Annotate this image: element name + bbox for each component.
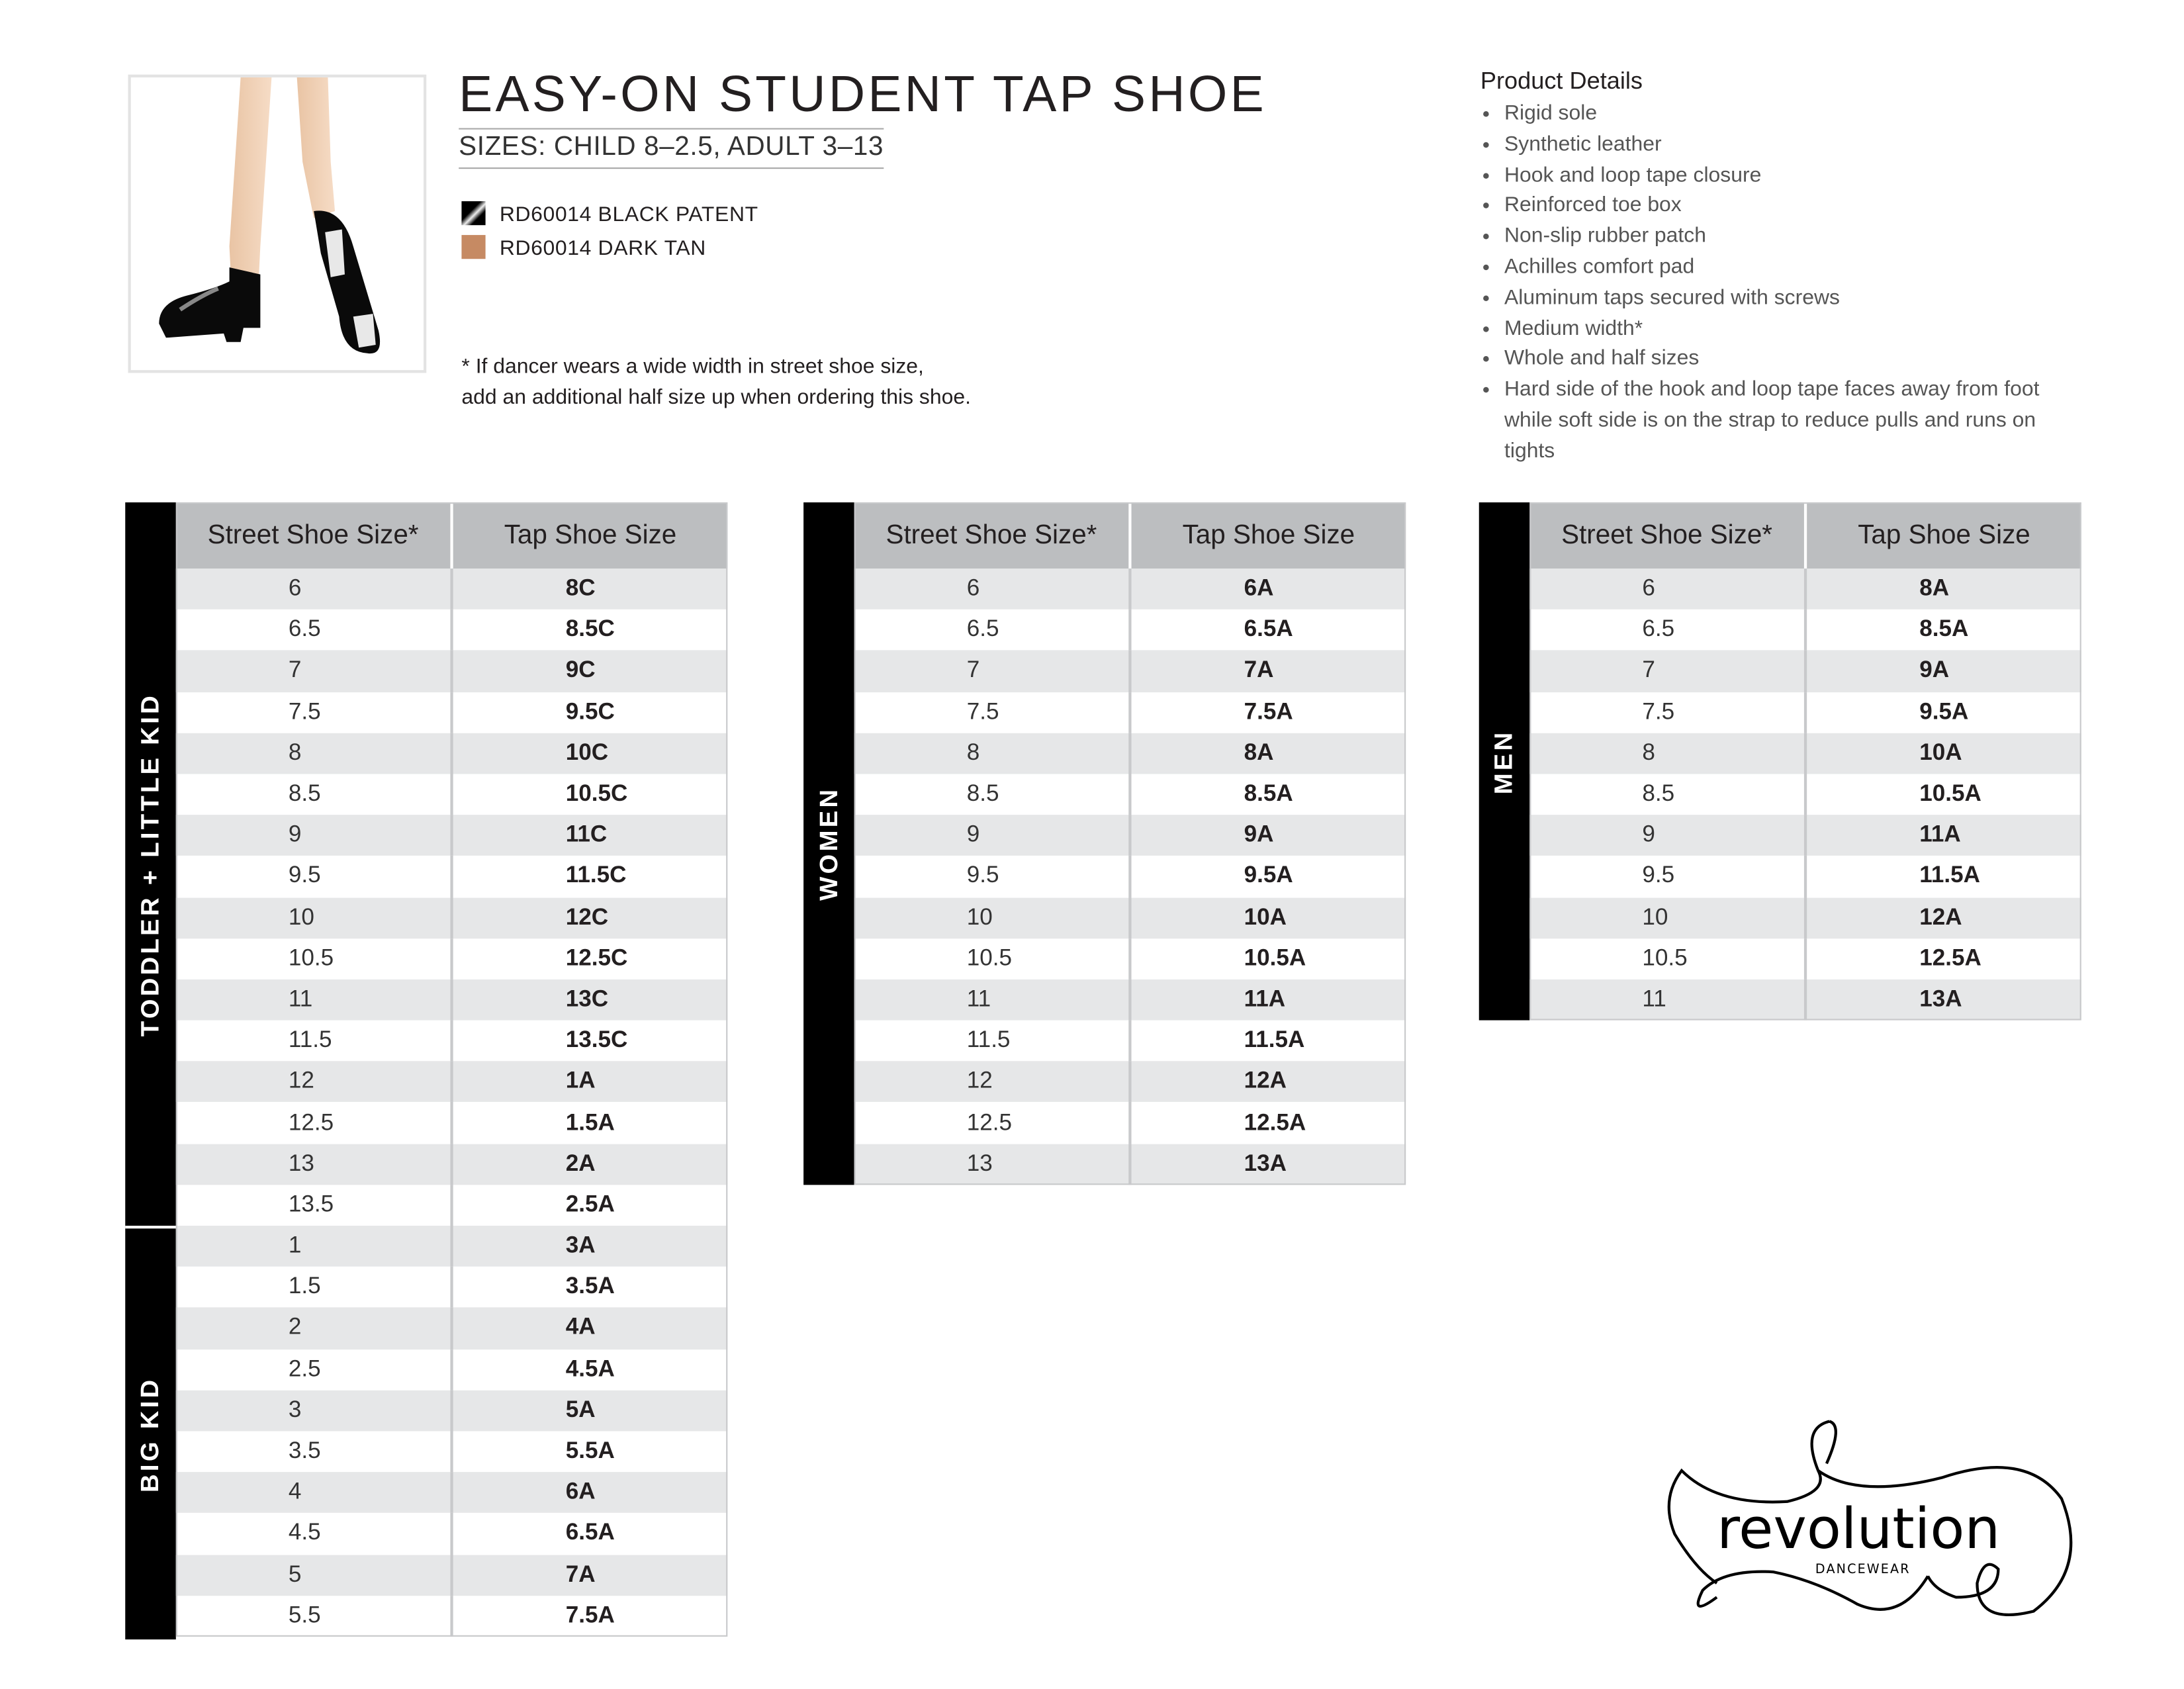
tap-size: 7A <box>565 1561 596 1587</box>
street-size: 12 <box>176 1062 453 1103</box>
table-row <box>1529 980 2081 1021</box>
street-size: 12.5 <box>854 1103 1132 1144</box>
street-size: 6.5 <box>1529 610 1807 651</box>
table-row <box>176 1021 728 1062</box>
table-row <box>176 1144 728 1185</box>
table-body <box>1529 569 2081 1021</box>
street-size: 3 <box>176 1390 453 1431</box>
table-row <box>176 897 728 938</box>
table-row <box>854 774 1406 815</box>
street-size: 4 <box>176 1472 453 1513</box>
tap-size: 4.5A <box>565 1356 615 1382</box>
table-header <box>854 502 1406 569</box>
section-label <box>803 502 854 1185</box>
tap-size-header: Tap Shoe Size <box>504 520 677 550</box>
tap-size: 8.5A <box>1244 781 1293 807</box>
logo-tagline: DANCEWEAR <box>1815 1561 1911 1577</box>
tap-size: 9.5C <box>565 699 615 725</box>
details-list <box>1480 99 2068 467</box>
table-row <box>176 980 728 1021</box>
tap-size: 11C <box>565 822 608 848</box>
details-heading: Product Details <box>1480 68 1643 95</box>
table-row <box>1529 856 2081 897</box>
street-size: 3.5 <box>176 1431 453 1472</box>
table-row <box>176 1185 728 1226</box>
tap-size: 4A <box>565 1314 596 1341</box>
dark-tan-swatch <box>461 235 485 259</box>
revolution-logo <box>1661 1414 2083 1625</box>
street-size: 6.5 <box>176 610 453 651</box>
tap-size: 12A <box>1919 904 1962 930</box>
tap-size: 8A <box>1244 740 1274 766</box>
tap-size-header: Tap Shoe Size <box>1182 520 1355 550</box>
street-size: 10 <box>1529 897 1807 938</box>
tap-size: 9A <box>1919 657 1950 684</box>
detail-item: • Synthetic leather <box>1504 129 2068 160</box>
section-label-text: WOMEN <box>814 786 842 901</box>
tap-size: 7A <box>1244 657 1274 684</box>
table-row <box>176 651 728 692</box>
note-line: add an additional half size up when ordering this shoe. <box>461 385 971 410</box>
table-row <box>854 651 1406 692</box>
section-label <box>125 502 176 1226</box>
product-photo <box>128 75 426 373</box>
product-details <box>1480 68 2068 467</box>
tap-size: 9C <box>565 657 596 684</box>
tap-size: 12C <box>565 904 609 930</box>
tap-size: 13.5C <box>565 1027 628 1053</box>
street-size: 9 <box>854 815 1132 856</box>
street-size: 7 <box>854 651 1132 692</box>
street-size: 8.5 <box>1529 774 1807 815</box>
street-size: 13 <box>176 1144 453 1185</box>
table-row <box>854 569 1406 610</box>
tap-size: 6A <box>1244 575 1274 602</box>
street-size: 7 <box>1529 651 1807 692</box>
tap-size: 6.5A <box>565 1520 615 1546</box>
tap-size: 2A <box>565 1150 596 1176</box>
table-row <box>1529 897 2081 938</box>
table-row <box>1529 815 2081 856</box>
detail-item: • Medium width* <box>1504 313 2068 343</box>
table-row <box>854 938 1406 980</box>
tap-size: 10A <box>1919 740 1962 766</box>
table-row <box>176 856 728 897</box>
tap-size: 11A <box>1244 986 1286 1012</box>
black-patent-swatch <box>461 201 485 225</box>
detail-item: • Hook and loop tape closure <box>1504 160 2068 191</box>
detail-item: • Aluminum taps secured with screws <box>1504 283 2068 313</box>
tap-size: 11A <box>1919 822 1961 848</box>
table-row <box>176 1596 728 1637</box>
table-row <box>176 692 728 733</box>
tap-size: 7.5A <box>565 1602 615 1628</box>
tap-size: 1.5A <box>565 1109 615 1135</box>
table-row <box>854 980 1406 1021</box>
table-row <box>1529 569 2081 610</box>
width-note <box>461 352 971 414</box>
tap-size: 13C <box>565 986 609 1012</box>
street-size: 1.5 <box>176 1267 453 1308</box>
detail-item: • Whole and half sizes <box>1504 344 2068 375</box>
street-size: 1 <box>176 1226 453 1267</box>
detail-item: • Rigid sole <box>1504 99 2068 129</box>
tap-size: 3A <box>565 1232 596 1259</box>
tap-size: 9.5A <box>1919 699 1969 725</box>
table-row <box>176 1513 728 1554</box>
street-size: 2 <box>176 1308 453 1349</box>
tap-size: 2.5A <box>565 1191 615 1218</box>
tap-size: 10.5C <box>565 781 628 807</box>
street-size: 9.5 <box>1529 856 1807 897</box>
tap-size: 12.5C <box>565 945 628 971</box>
tap-shoe-image <box>131 77 424 370</box>
tap-size: 5.5A <box>565 1438 615 1464</box>
table-row <box>176 1308 728 1349</box>
tap-size: 5A <box>565 1397 596 1423</box>
street-size: 8.5 <box>176 774 453 815</box>
street-size: 7.5 <box>176 692 453 733</box>
street-size: 11.5 <box>854 1021 1132 1062</box>
street-size-header: Street Shoe Size* <box>854 502 1132 569</box>
street-size: 12.5 <box>176 1103 453 1144</box>
table-row <box>854 897 1406 938</box>
section-label-text: TODDLER + LITTLE KID <box>136 692 164 1036</box>
detail-item: • Non-slip rubber patch <box>1504 221 2068 251</box>
size-range: SIZES: CHILD 8–2.5, ADULT 3–13 <box>459 128 884 169</box>
tap-size: 11.5C <box>565 863 627 889</box>
section-label <box>1479 502 1530 1021</box>
street-size: 4.5 <box>176 1513 453 1554</box>
table-row <box>1529 774 2081 815</box>
tap-size: 12.5A <box>1919 945 1981 971</box>
street-size: 11.5 <box>176 1021 453 1062</box>
street-size-header: Street Shoe Size* <box>176 502 453 569</box>
street-size: 7.5 <box>854 692 1132 733</box>
tap-size: 8.5A <box>1919 616 1969 643</box>
tap-size: 10.5A <box>1919 781 1981 807</box>
tap-size: 8C <box>565 575 596 602</box>
table-row <box>176 1103 728 1144</box>
section-label-text: MEN <box>1489 729 1518 794</box>
table-header <box>176 502 728 569</box>
table-row <box>176 610 728 651</box>
tap-size: 9A <box>1244 822 1274 848</box>
color-label: RD60014 DARK TAN <box>499 236 707 261</box>
tap-size: 12A <box>1244 1068 1287 1094</box>
street-size: 10.5 <box>854 938 1132 980</box>
detail-item: • Hard side of the hook and loop tape faces away from foot while soft side is on the strap to reduce pulls and runs on tights <box>1504 375 2068 467</box>
detail-item: • Achilles comfort pad <box>1504 252 2068 283</box>
tap-size: 7.5A <box>1244 699 1293 725</box>
table-row <box>854 1021 1406 1062</box>
street-size: 9 <box>176 815 453 856</box>
street-size: 11 <box>1529 980 1807 1021</box>
table-row <box>854 1103 1406 1144</box>
table-body <box>854 569 1406 1185</box>
street-size: 10.5 <box>1529 938 1807 980</box>
section-label <box>125 1226 176 1639</box>
table-row <box>1529 938 2081 980</box>
street-size: 10 <box>854 897 1132 938</box>
tap-size: 13A <box>1919 986 1962 1012</box>
tap-size: 10C <box>565 740 609 766</box>
street-size: 5 <box>176 1554 453 1595</box>
tap-size: 11.5A <box>1244 1027 1305 1053</box>
table-row <box>854 1144 1406 1185</box>
size-table-men <box>1479 502 2081 1021</box>
table-row <box>176 1062 728 1103</box>
table-row <box>176 1349 728 1390</box>
street-size: 6 <box>176 569 453 610</box>
table-row <box>854 815 1406 856</box>
table-row <box>176 815 728 856</box>
table-body <box>176 569 728 1637</box>
table-row <box>176 569 728 610</box>
table-row <box>854 1062 1406 1103</box>
table-header <box>1529 502 2081 569</box>
tap-size: 9.5A <box>1244 863 1293 889</box>
table-row <box>176 938 728 980</box>
tap-size: 8A <box>1919 575 1950 602</box>
table-row <box>176 733 728 774</box>
tap-size: 6A <box>565 1479 596 1505</box>
tap-size: 11.5A <box>1919 863 1980 889</box>
street-size: 8 <box>176 733 453 774</box>
detail-item: • Reinforced toe box <box>1504 191 2068 221</box>
tap-size: 1A <box>565 1068 596 1094</box>
street-size: 11 <box>176 980 453 1021</box>
tap-size: 10.5A <box>1244 945 1306 971</box>
size-table-kids <box>125 502 727 1637</box>
table-row <box>176 1472 728 1513</box>
street-size: 6 <box>854 569 1132 610</box>
table-row <box>854 692 1406 733</box>
table-row <box>176 1226 728 1267</box>
table-row <box>854 856 1406 897</box>
color-label: RD60014 BLACK PATENT <box>499 203 758 227</box>
street-size: 7.5 <box>1529 692 1807 733</box>
street-size: 9 <box>1529 815 1807 856</box>
street-size: 9.5 <box>176 856 453 897</box>
table-row <box>1529 733 2081 774</box>
note-line: * If dancer wears a wide width in street shoe size, <box>461 354 924 379</box>
tap-size: 10A <box>1244 904 1287 930</box>
size-table-women <box>803 502 1406 1185</box>
tap-size-header: Tap Shoe Size <box>1858 520 2030 550</box>
section-label-text: BIG KID <box>136 1376 164 1492</box>
tap-size: 3.5A <box>565 1273 615 1300</box>
table-row <box>854 610 1406 651</box>
table-row <box>1529 692 2081 733</box>
street-size: 11 <box>854 980 1132 1021</box>
street-size: 6.5 <box>854 610 1132 651</box>
table-row <box>176 1554 728 1595</box>
table-row <box>176 1431 728 1472</box>
table-row <box>1529 651 2081 692</box>
tap-size: 12.5A <box>1244 1109 1306 1135</box>
tap-size: 8.5C <box>565 616 615 643</box>
street-size: 13 <box>854 1144 1132 1185</box>
table-row <box>854 733 1406 774</box>
street-size: 10.5 <box>176 938 453 980</box>
street-size: 6 <box>1529 569 1807 610</box>
street-size: 8 <box>854 733 1132 774</box>
street-size: 8.5 <box>854 774 1132 815</box>
page-title: EASY-ON STUDENT TAP SHOE <box>459 64 1267 122</box>
street-size: 10 <box>176 897 453 938</box>
tap-size: 13A <box>1244 1150 1287 1176</box>
table-row <box>1529 610 2081 651</box>
table-row <box>176 1390 728 1431</box>
street-size-header: Street Shoe Size* <box>1529 502 1807 569</box>
street-size: 5.5 <box>176 1596 453 1637</box>
table-row <box>176 1267 728 1308</box>
logo-text: revolution <box>1717 1496 2001 1562</box>
street-size: 13.5 <box>176 1185 453 1226</box>
tap-size: 6.5A <box>1244 616 1293 643</box>
street-size: 9.5 <box>854 856 1132 897</box>
street-size: 12 <box>854 1062 1132 1103</box>
street-size: 7 <box>176 651 453 692</box>
street-size: 8 <box>1529 733 1807 774</box>
street-size: 2.5 <box>176 1349 453 1390</box>
table-row <box>176 774 728 815</box>
